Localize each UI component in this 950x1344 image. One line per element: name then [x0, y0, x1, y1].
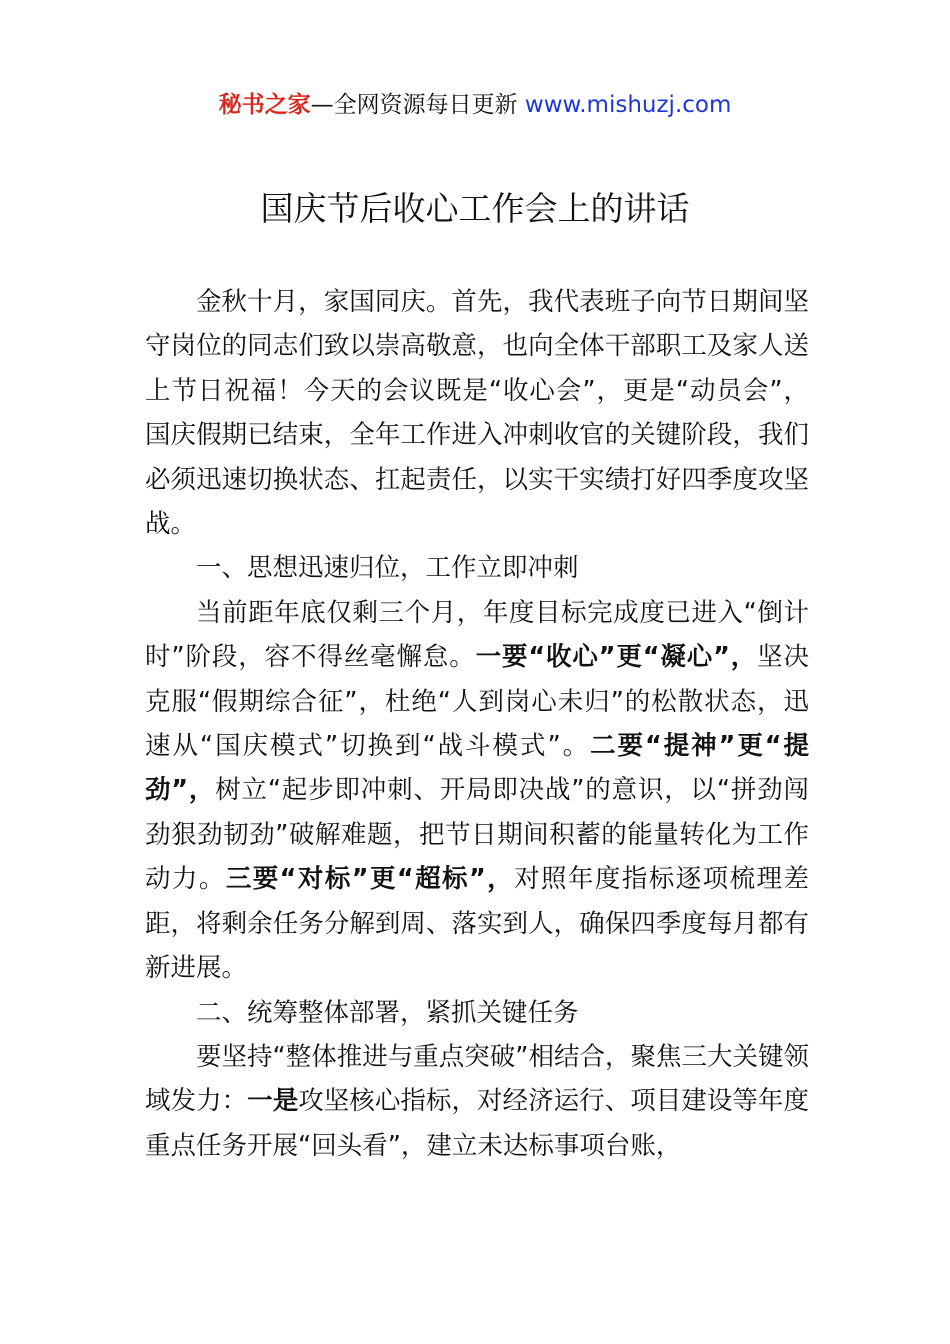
bold-point-2: 二要“提神”更“提劲”，	[145, 731, 810, 806]
document-body	[145, 280, 809, 1168]
site-url-link[interactable]: www.mishuzj.com	[524, 92, 732, 118]
section-2-paragraph	[145, 1035, 809, 1168]
paragraph-text: 坚决克服“假期综合征”，杜绝“人到岗心未归”的松散状态，迅速从“国庆模式”切换到“战斗模式”。	[145, 642, 809, 762]
section-heading-1: 一、思想迅速归位，工作立即冲刺	[196, 553, 579, 584]
paragraph-text: 对照年度指标逐项梳理差距，将剩余任务分解到周、落实到人，确保四季度每月都有新进展。	[145, 864, 809, 984]
paragraph-text: 树立“起步即冲刺、开局即决战”的意识，以“拼劲闯劲狠劲韧劲”破解难题，把节日期间积蓄的能量转化为工作动力。	[145, 775, 809, 895]
banner-tagline: —全网资源每日更新	[310, 92, 525, 118]
intro-paragraph: 金秋十月，家国同庆。首先，我代表班子向节日期间坚守岗位的同志们致以崇高敬意，也向全体干部职工及家人送上节日祝福！今天的会议既是“收心会”，更是“动员会”，国庆假期已结束，全年工作进入冲刺收官的关键阶段，我们必须迅速切换状态、扛起责任，以实干实绩打好四季度攻坚战。	[145, 287, 809, 540]
document-title: 国庆节后收心工作会上的讲话	[260, 189, 690, 228]
bold-point-1: 一是	[247, 1086, 299, 1117]
paragraph-text: 攻坚核心指标，对经济运行、项目建设等年度重点任务开展“回头看”，建立未达标事项台账，	[145, 1086, 809, 1161]
bold-point-3: 三要“对标”更“超标”，	[225, 864, 515, 895]
site-brand: 秘书之家	[218, 92, 311, 118]
site-banner	[0, 88, 950, 122]
paragraph-text: 当前距年底仅剩三个月，年度目标完成度已进入“倒计时”阶段，容不得丝毫懈怠。	[145, 597, 809, 673]
bold-point-1: 一要“收心”更“凝心”，	[475, 642, 758, 673]
section-heading-2: 二、统筹整体部署，紧抓关键任务	[196, 997, 579, 1028]
section-1-paragraph	[145, 591, 809, 991]
paragraph-text: 要坚持“整体推进与重点突破”相结合，聚焦三大关键领域发力：	[145, 1041, 809, 1117]
